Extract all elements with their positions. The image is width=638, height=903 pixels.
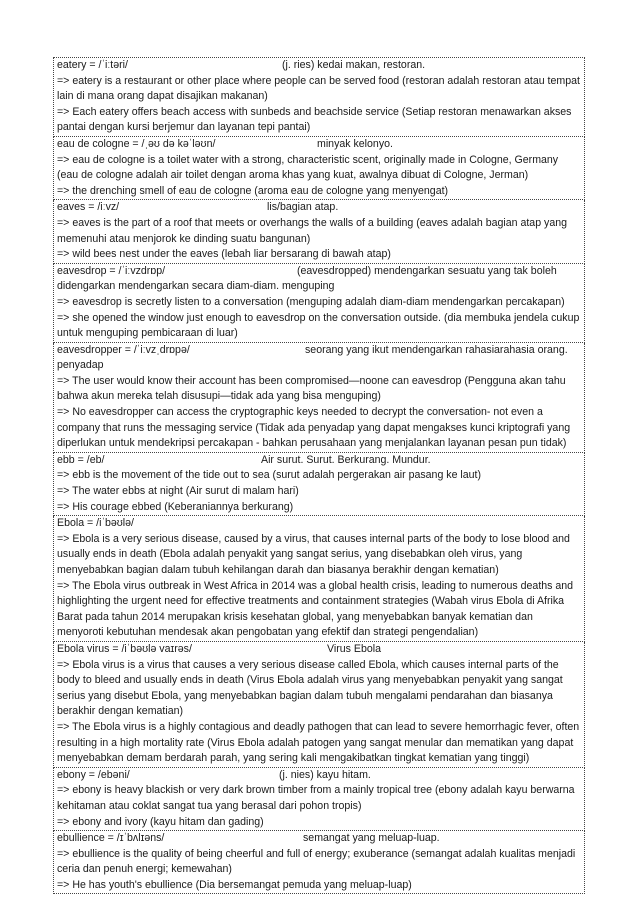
dictionary-entry	[53, 831, 585, 894]
dictionary-entry	[53, 200, 585, 263]
entry-line: => The Ebola virus is a highly contagious and deadly pathogen that can lead to severe hemorrhagic fever, often resulting in a high mortality rate (Virus Ebola adalah patogen yang sangat menular dan mematikan yang dapat menyebabkan demam berdarah parah, yang sering kali mengakibatkan tingkat kematian yang tinggi)	[57, 720, 580, 765]
entry-line: => ebony and ivory (kayu hitam dan gading)	[57, 815, 264, 828]
entry-headword: ebullience = /ɪˈbʌlɪəns/	[57, 832, 165, 845]
entry-headword: eau de cologne = /ˌəʊ də kəˈləʊn/	[57, 137, 216, 150]
entry-line: => eavesdrop is secretly listen to a conversation (menguping adalah diam-diam mendengarkan percakapan)	[57, 295, 565, 308]
entry-header	[57, 58, 581, 74]
entry-line: => Ebola is a very serious disease, caused by a virus, that causes internal parts of the body to lose blood and usually ends in death (Ebola adalah penyakit yang sangat serius, yang disebabkan oleh virus, yang menyebabkan bagian dalam tubuh kehilangan darah dan biasanya berakhir dengan kematian)	[57, 532, 570, 576]
entry-header	[57, 264, 581, 280]
entry-header	[57, 642, 581, 658]
entry-meaning: (eavesdropped) mendengarkan sesuatu yang tak boleh	[297, 264, 557, 277]
entry-meaning: seorang yang ikut mendengarkan rahasiarahasia orang.	[305, 343, 568, 356]
entry-line: => the drenching smell of eau de cologne (aroma eau de cologne yang menyengat)	[57, 184, 449, 197]
entry-meaning: Virus Ebola	[327, 642, 381, 655]
entry-line: penyadap	[57, 359, 104, 372]
entry-line: didengarkan mendengarkan secara diam-diam. menguping	[57, 280, 335, 293]
entry-line: => eau de cologne is a toilet water with a strong, characteristic scent, originally made in Cologne, Germany (eau de cologne adalah air toilet dengan aroma khas yang kuat, awalnya dibuat di Cologne, Jerman)	[57, 153, 559, 182]
entry-meaning: Air surut. Surut. Berkurang. Mundur.	[261, 453, 431, 466]
entry-headword: eavesdrop = /ˈiːvzdrɒp/	[57, 264, 166, 277]
dictionary-entry	[53, 453, 585, 516]
entry-line: => she opened the window just enough to eavesdrop on the conversation outside. (dia membuka jendela cukup untuk menguping pembicaraan di luar)	[57, 311, 580, 340]
dictionary-entry	[53, 57, 585, 137]
entry-header	[57, 200, 581, 216]
entry-header	[57, 343, 581, 359]
entry-headword: ebony = /ebəni/	[57, 768, 130, 781]
dictionary-entry	[53, 516, 585, 642]
entry-meaning: (j. ries) kedai makan, restoran.	[282, 59, 426, 71]
entry-header	[57, 137, 581, 153]
entry-headword: eavesdropper = /ˈiːvzˌdrɒpə/	[57, 343, 190, 356]
entry-line: => eatery is a restaurant or other place where people can be served food (restoran adalah restoran atau tempat lain di mana orang dapat disajikan makanan)	[57, 74, 580, 103]
entry-line: => The user would know their account has been compromised—noone can eavesdrop (Pengguna akan tahu bahwa akun mereka telah disusupi—tidak ada yang bisa menguping)	[57, 374, 566, 403]
entry-line: => wild bees nest under the eaves (lebah liar bersarang di bawah atap)	[57, 248, 391, 261]
entry-headword: eatery = /ˈiːtəri/	[57, 59, 128, 71]
entry-meaning: semangat yang meluap-luap.	[303, 832, 440, 845]
entry-line: => Ebola virus is a virus that causes a very serious disease called Ebola, which causes internal parts of the body to bleed and usually ends in death (Virus Ebola adalah virus yang menyebabkan penyakit yang sangat serius yang disebut Ebola, yang menyebabkan bagian dalam tubuh mengalami pendarahan dan biasanya berakhir dengan kematian)	[57, 658, 563, 718]
dictionary-document	[53, 57, 585, 894]
entry-headword: Ebola virus = /iˈbəʊlə vaɪrəs/	[57, 642, 192, 655]
dictionary-entry	[53, 137, 585, 200]
entry-headword: eaves = /iːvz/	[57, 201, 120, 214]
entry-line: => ebony is heavy blackish or very dark brown timber from a mainly tropical tree (ebony adalah kayu berwarna kehitaman atau coklat sangat tua yang berasal dari pohon tropis)	[57, 784, 575, 812]
entry-meaning: lis/bagian atap.	[267, 201, 339, 214]
entry-header	[57, 768, 581, 784]
entry-line: => He has youth's ebullience (Dia bersemangat pemuda yang meluap-luap)	[57, 878, 412, 891]
dictionary-entry	[53, 343, 585, 453]
entry-line: => The Ebola virus outbreak in West Africa in 2014 was a global health crisis, leading to numerous deaths and highlighting the urgent need for effective treatments and containment strategies (Wabah virus Ebola di Afrika Barat pada tahun 2014 merupakan krisis kesehatan global, yang menyebabkan banyak kematian dan menyoroti kebutuhan mendesak akan pengobatan yang efektif dan strategi pengendalian)	[57, 579, 574, 639]
entry-meaning: (j. nies) kayu hitam.	[279, 768, 371, 781]
entry-headword: ebb = /eb/	[57, 453, 105, 466]
entry-header	[57, 831, 581, 847]
entry-meaning: minyak kelonyo.	[317, 137, 393, 150]
entry-headword: Ebola = /iˈbəʊlə/	[57, 517, 134, 530]
entry-line: => ebullience is the quality of being cheerful and full of energy; exuberance (semangat adalah kualitas menjadi ceria dan penuh energi; kemewahan)	[57, 847, 576, 876]
entry-line: => Each eatery offers beach access with sunbeds and beachside service (Setiap restoran menawarkan akses pantai dengan kursi berjemur dan layanan tepi pantai)	[57, 105, 572, 134]
entry-line: => eaves is the part of a roof that meets or overhangs the walls of a building (eaves adalah bagian atap yang memenuhi atau menjorok ke dinding suatu bangunan)	[57, 216, 568, 245]
entry-header	[57, 516, 581, 532]
dictionary-entry	[53, 264, 585, 343]
dictionary-entry	[53, 642, 585, 768]
entry-line: => His courage ebbed (Keberaniannya berkurang)	[57, 500, 294, 513]
dictionary-entry	[53, 768, 585, 831]
entry-line: => The water ebbs at night (Air surut di malam hari)	[57, 485, 299, 498]
entry-header	[57, 453, 581, 469]
entry-line: => No eavesdropper can access the cryptographic keys needed to decrypt the conversation- not even a company that runs the messaging service (Tidak ada penyadap yang dapat mengakses kunci kriptografi yang diperlukan untuk mendekripsi percakapan - bahkan perusahaan yang menjalankan layanan pesan pun tidak)	[57, 406, 571, 450]
entry-line: => ebb is the movement of the tide out to sea (surut adalah pergerakan air pasang ke laut)	[57, 469, 482, 482]
